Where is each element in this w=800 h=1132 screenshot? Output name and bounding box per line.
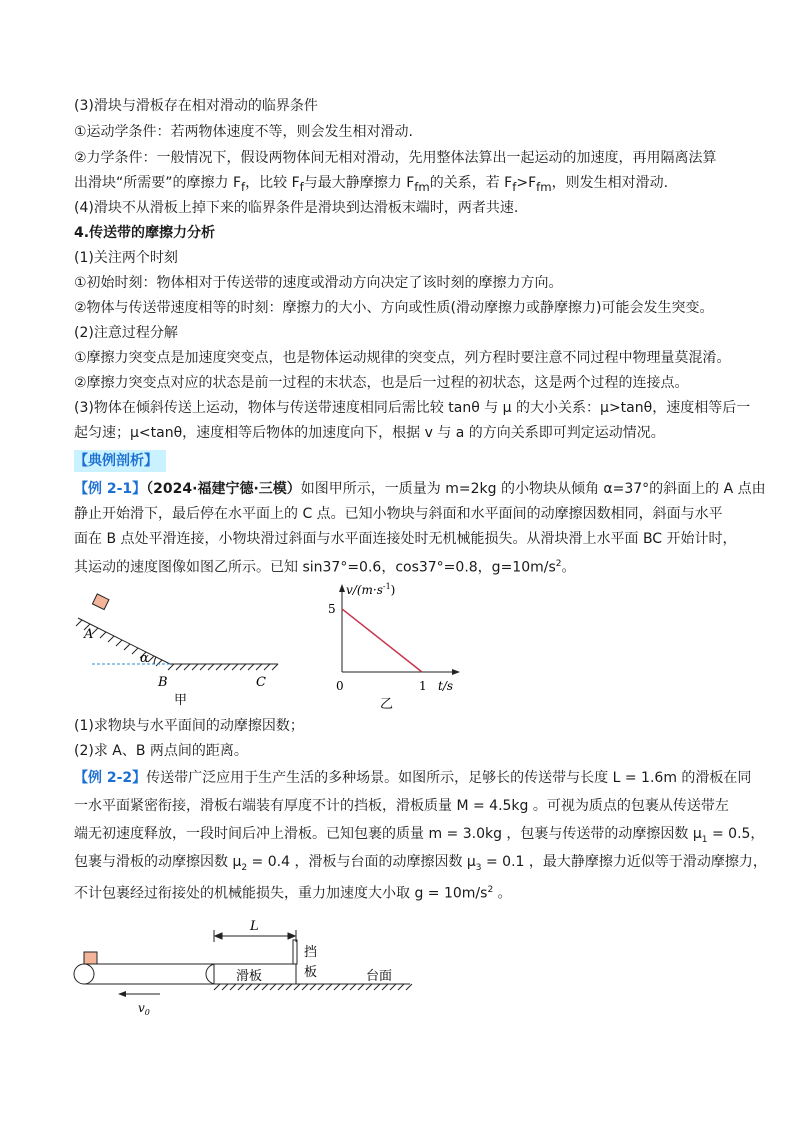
label-stop-2: 板 <box>304 965 318 980</box>
label-a: A <box>84 627 94 642</box>
figure-caption: 甲 <box>174 693 188 708</box>
section-title: 4.传送带的摩擦力分析 <box>74 225 216 241</box>
text-line: 其运动的速度图像如图乙所示。已知 sin37°=0.6，cos37°=0.8，$g=10m/s^2$。 <box>74 559 576 576</box>
question-2: (2)求 A、B 两点间的距离。 <box>74 743 248 759</box>
conveyor-figure <box>70 918 500 1018</box>
example-tag: 【例 2-2】 <box>74 770 147 786</box>
velocity-time-chart <box>320 578 470 712</box>
text-line: ①摩擦力突变点是加速度突变点，也是物体运动规律的突变点，列方程时要注意不同过程中物理量莫混淆。 <box>74 350 731 366</box>
text-line: 静止开始滑下，最后停在水平面上的 C 点。已知小物块与斜面和水平面间的动摩擦因数相同，斜面与水平 <box>74 506 723 522</box>
example-2-2-line: 【例 2-2】传送带广泛应用于生产生活的多种场景。如图所示，足够长的传送带与长度 L = 1.6m 的滑板在同 <box>74 770 752 786</box>
text-line: (3)滑块与滑板存在相对滑动的临界条件 <box>74 98 318 114</box>
x-axis-arrow <box>452 669 460 675</box>
text-line: 包裹与滑板的动摩擦因数 $\mu_2 = 0.4$ ，滑板与台面的动摩擦因数 $\mu_3 = 0.1$ ，最大静摩擦力近似等于滑动摩擦力， <box>74 854 767 873</box>
package-icon <box>84 952 97 964</box>
text-line: 端无初速度释放，一段时间后冲上滑板。已知包裹的质量 m = 3.0kg ，包裹与传送带的动摩擦因数 $\mu_1 = 0.5$， <box>74 826 765 845</box>
text-line: (1)关注两个时刻 <box>74 250 178 266</box>
conveyor-belt <box>74 964 226 984</box>
x-tick-label: 1 <box>419 679 427 693</box>
y-tick-label: 5 <box>328 601 336 616</box>
y-axis-arrow <box>339 584 345 592</box>
text-line: 不计包裹经过衔接处的机械能损失，重力加速度大小取 $g = 10m/s^2$ 。 <box>74 885 512 902</box>
block-icon <box>92 594 109 610</box>
series-line <box>342 609 422 672</box>
x-axis-label: t/s <box>438 679 454 693</box>
label-board: 滑板 <box>236 969 263 984</box>
example-tag: 【例 2-1】 <box>74 481 147 497</box>
question-1: (1)求物块与水平面间的动摩擦因数； <box>74 718 304 734</box>
label-stop-1: 挡 <box>304 945 318 960</box>
text-line: (4)滑块不从滑板上掉下来的临界条件是滑块到达滑板末端时，两者共速. <box>74 200 519 216</box>
stop-plate <box>293 940 297 964</box>
label-b: B <box>158 675 168 690</box>
incline-figure <box>70 588 290 708</box>
example-source: （2024·福建宁德·三模） <box>146 481 301 497</box>
text-line: 出滑块“所需要”的摩擦力 $F_f$，比较 $F_f$与最大静摩擦力 $F_{fm}$的关系，若 $F_f>F_{fm}$，则发生相对滑动. <box>74 175 669 194</box>
text-line: 起匀速；μ<tanθ，速度相等后物体的加速度向下，根据 v 与 a 的方向关系即可判定运动情况。 <box>74 425 665 441</box>
text-line: ②物体与传送带速度相等的时刻：摩擦力的大小、方向或性质(滑动摩擦力或静摩擦力)可能会发生突变。 <box>74 300 714 316</box>
label-l: L <box>250 919 259 934</box>
text-line: (3)物体在倾斜传送上运动，物体与传送带速度相同后需比较 tanθ 与 μ 的大小关系：μ>tanθ，速度相等后一 <box>74 400 751 416</box>
text-line: 面在 B 点处平滑连接，小物块滑过斜面与水平面连接处时无机械能损失。从滑块滑上水平面 BC 开始计时， <box>74 531 737 547</box>
velocity-arrow-icon <box>118 991 160 997</box>
label-c: C <box>256 675 266 690</box>
origin-label: 0 <box>336 679 344 693</box>
text-line: 一水平面紧密衔接，滑板右端装有厚度不计的挡板，滑板质量 M = 4.5kg 。可视为质点的包裹从传送带左 <box>74 798 729 814</box>
label-v0: $v_0$ <box>138 1001 150 1017</box>
label-alpha: α <box>140 651 149 666</box>
example-2-1-line: 【例 2-1】（2024·福建宁德·三模）如图甲所示，一质量为 m=2kg 的小物块从倾角 α=37°的斜面上的 A 点由 <box>74 481 766 497</box>
figure-caption: 乙 <box>380 697 394 712</box>
text-line: ②摩擦力突变点对应的状态是前一过程的末状态，也是后一过程的初状态，这是两个过程的连接点。 <box>74 375 689 391</box>
text-line: (2)注意过程分解 <box>74 325 178 341</box>
text-line: ②力学条件：一般情况下，假设两物体间无相对滑动，先用整体法算出一起运动的加速度，再用隔离法算 <box>74 150 717 166</box>
analysis-heading: 【典例剖析】 <box>74 450 166 472</box>
text-line: ①运动学条件：若两物体速度不等，则会发生相对滑动. <box>74 124 413 140</box>
y-axis-label: $v/(m\cdot s^{-1})$ <box>346 582 396 597</box>
text-line: ①初始时刻：物体相对于传送带的速度或滑动方向决定了该时刻的摩擦力方向。 <box>74 275 563 291</box>
label-table: 台面 <box>366 969 393 984</box>
